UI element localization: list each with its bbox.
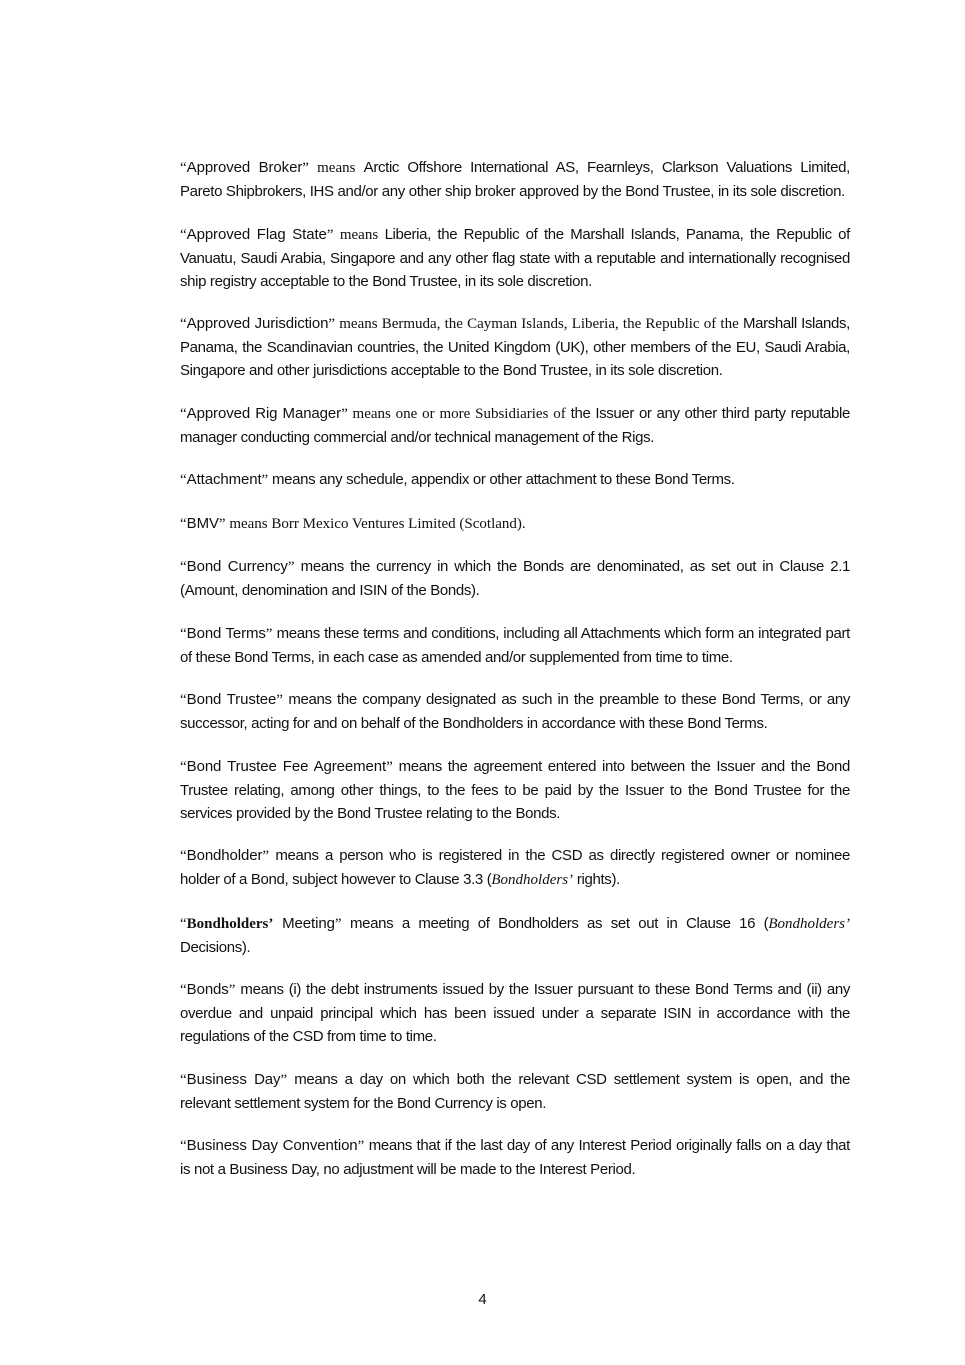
definition-text-serif: means one or more Subsidiaries of	[347, 405, 566, 422]
definitions-list	[180, 156, 850, 1201]
definition-business-day-convention	[180, 1134, 850, 1181]
definition-text: Marshall Islands, Panama, the Scandinavian countries, the United Kingdom (UK), other members of the EU, Saudi Arabia, Singapore and other jurisdictions acceptable to the Bond Trustee, in its sole discretion.	[180, 315, 850, 379]
open-quote: “	[180, 758, 187, 775]
definition-text-serif: means Bermuda, the Cayman Islands, Liberia, the Republic of the	[335, 316, 739, 332]
close-quote: ”	[287, 559, 295, 575]
definition-bondholders-meeting	[180, 912, 850, 959]
open-quote: “	[180, 1138, 187, 1154]
definition-text: means the company designated as such in the preamble to these Bond Terms, or any successor, acting for and on behalf of the Bondholders in accordance with these Bond Terms.	[180, 691, 850, 732]
definition-bond-trustee-fee-agreement	[180, 755, 850, 825]
term: BMV	[186, 514, 219, 532]
open-quote: “	[180, 405, 187, 422]
close-quote: ”	[280, 1071, 288, 1088]
term: Approved Rig Manager	[186, 404, 342, 422]
term-bold: Bondholders’	[186, 915, 274, 932]
definition-text: means the agreement entered into between the Issuer and the Bond Trustee relating, among other things, to the fees to be paid by the Issuer to the Bond Trustee for the services provided by the Bond Trustee relating to the Bonds.	[180, 757, 850, 822]
definition-text-end: Decisions).	[180, 938, 251, 956]
term: Meeting	[273, 914, 335, 932]
open-quote: “	[180, 848, 187, 864]
open-quote: “	[180, 316, 187, 332]
definition-text: means these terms and conditions, including all Attachments which form an integrated part of these Bond Terms, in each case as amended and/or supplemented from time to time.	[180, 624, 851, 666]
clause-reference: Bondholders’	[768, 915, 851, 932]
close-quote: ”	[334, 915, 342, 932]
definition-attachment	[180, 468, 850, 492]
means: means	[308, 160, 364, 176]
open-quote: “	[180, 915, 187, 932]
definition-bonds	[180, 978, 850, 1048]
open-quote: “	[180, 472, 187, 488]
term: Bond Trustee Fee Agreement	[186, 757, 387, 775]
definition-text-serif: means Borr Mexico Ventures Limited (Scotland).	[225, 515, 526, 532]
close-quote: ”	[228, 982, 236, 998]
definition-text-end: rights).	[573, 871, 620, 888]
open-quote: “	[180, 692, 187, 708]
definition-approved-rig-manager	[180, 402, 850, 449]
close-quote: ”	[265, 625, 273, 642]
term: Bonds	[186, 981, 229, 998]
term: Bond Terms	[186, 624, 266, 642]
definition-text: means any schedule, appendix or other attachment to these Bond Terms.	[268, 471, 735, 488]
term: Bond Trustee	[186, 691, 277, 708]
means: means	[333, 226, 385, 243]
definition-text: the Issuer or any other third party reputable manager conducting commercial and/or technical management of the Rigs.	[180, 404, 850, 446]
close-quote: ”	[218, 515, 226, 532]
open-quote: “	[180, 1071, 187, 1088]
definition-text: means a day on which both the relevant CSD settlement system is open, and the relevant settlement system for the Bond Currency is open.	[180, 1070, 850, 1112]
close-quote: ”	[326, 226, 334, 243]
close-quote: ”	[328, 316, 336, 332]
term: Approved Broker	[186, 159, 303, 176]
page-number: 4	[478, 1291, 487, 1308]
term: Attachment	[186, 471, 262, 488]
definition-bmv	[180, 512, 850, 536]
open-quote: “	[180, 982, 187, 998]
clause-reference: Bondholders’	[491, 872, 574, 888]
term: Bondholder	[186, 847, 263, 864]
definition-bond-trustee	[180, 688, 850, 735]
close-quote: ”	[262, 848, 270, 864]
definition-text: means (i) the debt instruments issued by the Issuer pursuant to these Bond Terms and (ii) any overdue and unpaid principal which has been issued under a separate ISIN in accordance with the regulations of the CSD from time to time.	[180, 981, 850, 1045]
definition-approved-broker	[180, 156, 850, 203]
close-quote: ”	[276, 692, 283, 708]
close-quote: ”	[302, 160, 309, 176]
open-quote: “	[180, 559, 187, 575]
definition-approved-jurisdiction	[180, 312, 850, 382]
open-quote: “	[180, 226, 187, 243]
definition-text: means the currency in which the Bonds are denominated, as set out in Clause 2.1 (Amount, denomination and ISIN of the Bonds).	[180, 558, 850, 599]
definition-text: Arctic Offshore International AS, Fearnleys, Clarkson Valuations Limited, Pareto Shipbrokers, IHS and/or any other ship broker approved by the Bond Trustee, in its sole discretion.	[180, 159, 850, 200]
definition-text: Liberia, the Republic of the Marshall Islands, Panama, the Republic of Vanuatu, Saudi Arabia, Singapore and any other flag state with a reputable and internationally recognised ship registry acceptable to the Bond Trustee, in its sole discretion.	[180, 225, 850, 290]
close-quote: ”	[357, 1138, 365, 1154]
definition-bond-currency	[180, 555, 850, 602]
term: Approved Jurisdiction	[186, 315, 329, 332]
term: Approved Flag State	[186, 225, 327, 243]
close-quote: ”	[386, 758, 393, 775]
term: Business Day Convention	[186, 1137, 358, 1154]
definition-business-day	[180, 1068, 850, 1115]
definition-text: means a meeting of Bondholders as set out in Clause 16 (	[341, 914, 769, 932]
open-quote: “	[180, 160, 187, 176]
open-quote: “	[180, 625, 187, 642]
term: Bond Currency	[186, 558, 288, 575]
close-quote: ”	[341, 405, 348, 422]
definition-bond-terms	[180, 622, 850, 669]
term: Business Day	[186, 1070, 281, 1088]
definition-bondholder	[180, 844, 850, 892]
open-quote: “	[180, 515, 187, 532]
definition-text: means that if the last day of any Interest Period originally falls on a day that is not a Business Day, no adjustment will be made to the Interest Period.	[180, 1137, 850, 1178]
definition-text: means a person who is registered in the CSD as directly registered owner or nominee holder of a Bond, subject however to Clause 3.3 (	[180, 847, 850, 888]
definition-approved-flag-state	[180, 223, 850, 293]
close-quote: ”	[261, 472, 269, 488]
